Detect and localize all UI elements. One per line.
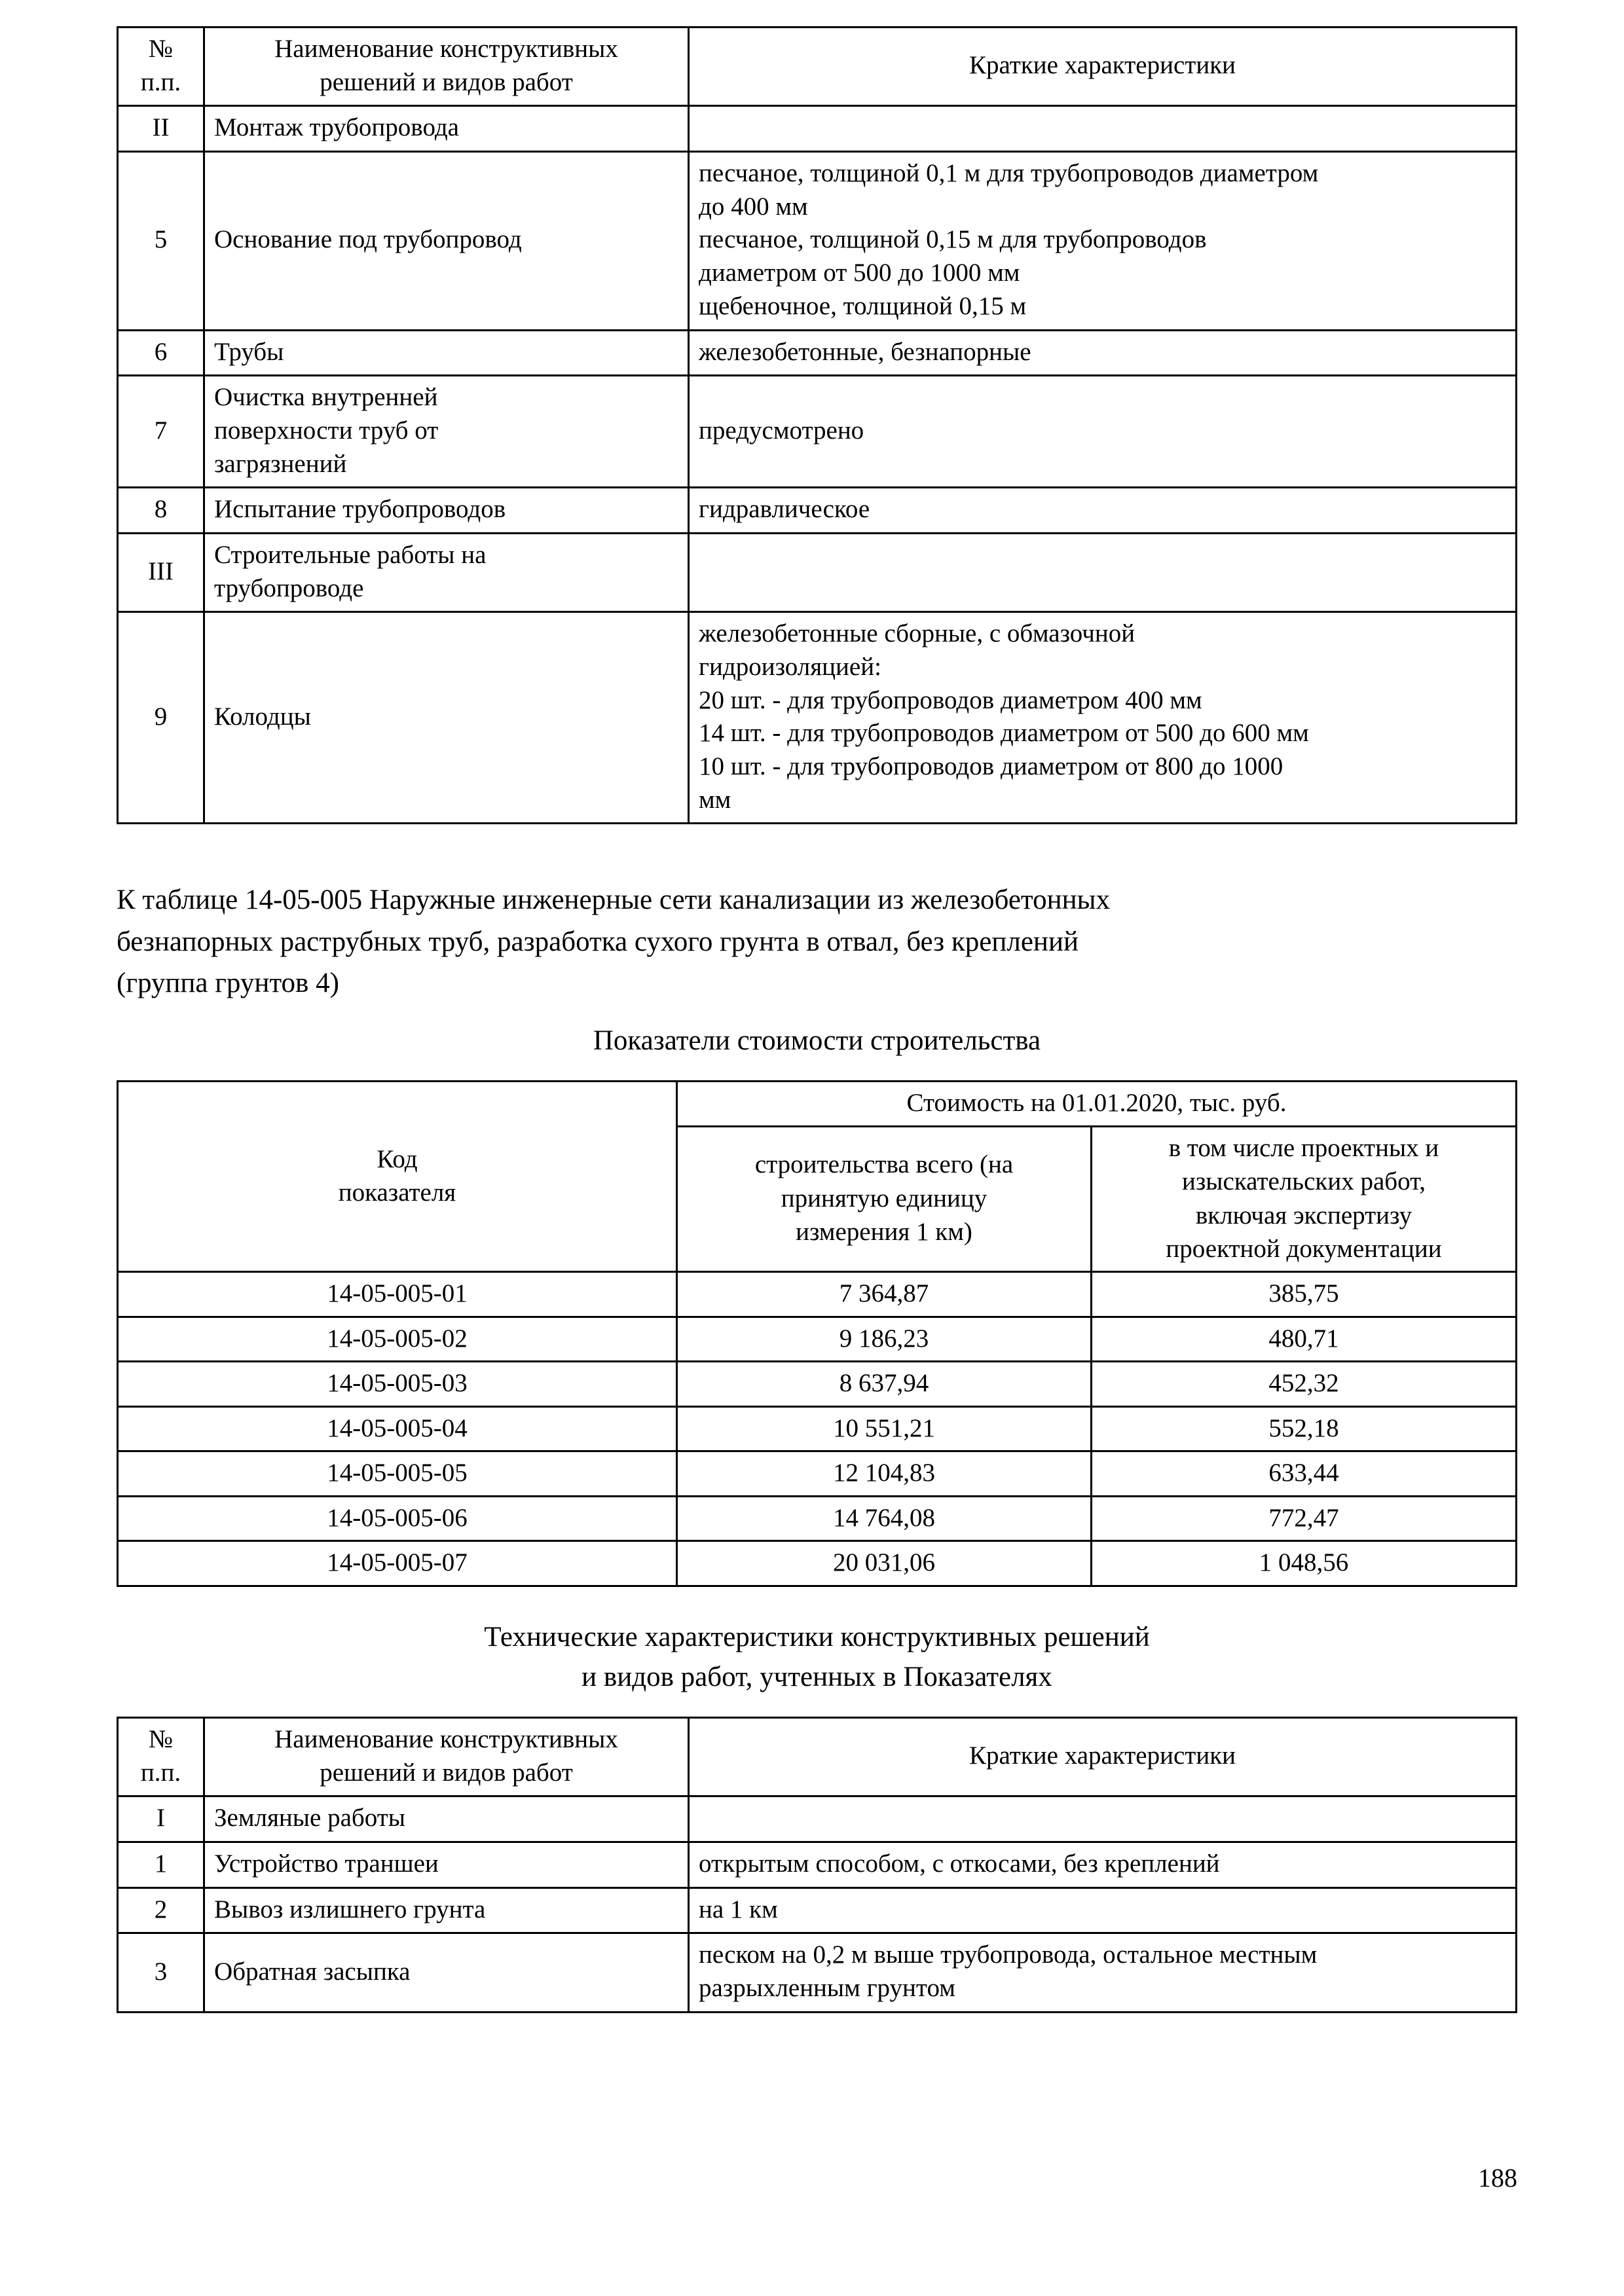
spacer-before-cost-caption (117, 1004, 1517, 1021)
header-name-line-2: решений и видов работ (320, 1758, 573, 1787)
cost-total: 14 764,08 (677, 1496, 1092, 1540)
row-number: III (118, 533, 204, 611)
tech-table-caption (117, 1617, 1517, 1697)
description-line: песком на 0,2 м выше трубопровода, остальное местным (699, 1941, 1318, 1969)
cost-total: 8 637,94 (677, 1362, 1092, 1406)
spacer-before-tech-table (117, 1697, 1517, 1717)
header-cell-description: Краткие характеристики (689, 27, 1517, 106)
table-header-row (118, 27, 1517, 106)
table-row (118, 1272, 1517, 1317)
tech-caption-line: Технические характеристики конструктивных решений (484, 1621, 1150, 1652)
intro-paragraph-line: К таблице 14-05-005 Наружные инженерные сети канализации из железобетонных (117, 884, 1111, 916)
description-line: мм (699, 785, 731, 814)
spacer-before-cost-table (117, 1061, 1517, 1080)
table-row (118, 1317, 1517, 1361)
row-number: 3 (118, 1933, 204, 2012)
table-row (118, 612, 1517, 824)
description-line: щебеночное, толщиной 0,15 м (699, 291, 1027, 320)
header-number-line-2: п.п. (140, 67, 181, 96)
cost-code: 14-05-005-07 (118, 1541, 677, 1586)
intro-paragraph-line: (группа грунтов 4) (117, 967, 339, 998)
cost-header-total (677, 1126, 1092, 1272)
header-name-line-1: Наименование конструктивных (274, 35, 618, 63)
tech-caption-line: и видов работ, учтенных в Показателях (581, 1661, 1052, 1692)
cost-total: 9 186,23 (677, 1317, 1092, 1361)
description-line: до 400 мм (699, 192, 808, 221)
cost-table-caption: Показатели стоимости строительства (593, 1025, 1041, 1057)
description-line: железобетонные сборные, с обмазочной (699, 619, 1135, 648)
row-name-line: поверхности труб от (214, 416, 439, 445)
row-number: 2 (118, 1887, 204, 1933)
description-line: 14 шт. - для трубопроводов диаметром от 500 до 600 мм (699, 719, 1309, 748)
technical-characteristics-table-bottom (117, 1717, 1517, 2013)
cost-header-design-line: проектной документации (1166, 1234, 1442, 1263)
table-row (118, 1796, 1517, 1842)
cost-design: 385,75 (1092, 1272, 1517, 1317)
row-description: на 1 км (689, 1887, 1517, 1933)
cost-header-design-line: в том числе проектных и (1168, 1133, 1439, 1162)
row-number: 8 (118, 488, 204, 534)
row-name-line: загрязнений (214, 449, 347, 478)
description-line: разрыхленным грунтом (699, 1973, 955, 2002)
table-row (118, 1541, 1517, 1586)
top-spacer (117, 0, 1517, 26)
cost-design: 633,44 (1092, 1451, 1517, 1496)
table-row (118, 376, 1517, 488)
header-cell-number (118, 27, 204, 106)
technical-characteristics-table-top (117, 26, 1517, 824)
cost-code: 14-05-005-03 (118, 1362, 677, 1406)
row-name (204, 376, 689, 488)
row-number: 5 (118, 152, 204, 330)
table-row (118, 1406, 1517, 1451)
table-row (118, 152, 1517, 330)
row-name: Основание под трубопровод (204, 152, 689, 330)
spacer-after-table-1 (117, 824, 1517, 850)
cost-code: 14-05-005-02 (118, 1317, 677, 1361)
cost-header-design-line: включая экспертизу (1195, 1201, 1412, 1230)
row-name: Монтаж трубопровода (204, 106, 689, 152)
description-line: гидроизоляцией: (699, 653, 881, 681)
table-row (118, 330, 1517, 376)
document-page (117, 0, 1517, 2296)
header-number-line-1: № (148, 1724, 174, 1753)
cost-design: 480,71 (1092, 1317, 1517, 1361)
cost-total: 12 104,83 (677, 1451, 1092, 1496)
table-row (118, 1842, 1517, 1887)
cost-code: 14-05-005-05 (118, 1451, 677, 1496)
table-row (118, 106, 1517, 152)
cost-header-design (1092, 1126, 1517, 1272)
cost-header-code (118, 1082, 677, 1272)
table-row (118, 488, 1517, 534)
table-row (118, 1496, 1517, 1540)
row-name-line: Строительные работы на (214, 540, 487, 569)
cost-header-total-line: принятую единицу (781, 1184, 987, 1212)
header-cell-description: Краткие характеристики (689, 1717, 1517, 1796)
row-name: Земляные работы (204, 1796, 689, 1842)
table-row (118, 1362, 1517, 1406)
row-description (689, 106, 1517, 152)
cost-total: 7 364,87 (677, 1272, 1092, 1317)
row-number: 6 (118, 330, 204, 376)
row-name: Устройство траншеи (204, 1842, 689, 1887)
header-number-line-1: № (148, 35, 174, 63)
header-number-line-2: п.п. (140, 1758, 181, 1787)
table-row (118, 1887, 1517, 1933)
header-name-line-1: Наименование конструктивных (274, 1724, 618, 1753)
row-name: Колодцы (204, 612, 689, 824)
row-description: предусмотрено (689, 376, 1517, 488)
row-description (689, 612, 1517, 824)
row-number: II (118, 106, 204, 152)
row-description (689, 533, 1517, 611)
row-number: 1 (118, 1842, 204, 1887)
row-name (204, 533, 689, 611)
cost-code: 14-05-005-04 (118, 1406, 677, 1451)
row-number: I (118, 1796, 204, 1842)
row-name: Обратная засыпка (204, 1933, 689, 2012)
cost-design: 452,32 (1092, 1362, 1517, 1406)
intro-paragraph (117, 879, 1517, 1004)
row-number: 7 (118, 376, 204, 488)
row-description (689, 1796, 1517, 1842)
cost-header-group-title: Стоимость на 01.01.2020, тыс. руб. (677, 1082, 1517, 1126)
cost-header-code-line-1: Код (377, 1144, 418, 1173)
row-name: Трубы (204, 330, 689, 376)
description-line: 20 шт. - для трубопроводов диаметром 400 мм (699, 685, 1202, 714)
cost-design: 1 048,56 (1092, 1541, 1517, 1586)
row-number: 9 (118, 612, 204, 824)
row-name: Испытание трубопроводов (204, 488, 689, 534)
row-description (689, 1933, 1517, 2012)
row-description (689, 152, 1517, 330)
header-cell-number (118, 1717, 204, 1796)
cost-design: 772,47 (1092, 1496, 1517, 1540)
table-row (118, 1933, 1517, 2012)
cost-total: 20 031,06 (677, 1541, 1092, 1586)
cost-code: 14-05-005-01 (118, 1272, 677, 1317)
cost-design: 552,18 (1092, 1406, 1517, 1451)
page-number: 188 (1478, 2163, 1517, 2193)
row-name: Вывоз излишнего грунта (204, 1887, 689, 1933)
table-row (118, 533, 1517, 611)
header-cell-name (204, 27, 689, 106)
row-name-line: Очистка внутренней (214, 383, 438, 412)
cost-header-total-line: строительства всего (на (754, 1150, 1014, 1179)
row-description: гидравлическое (689, 488, 1517, 534)
description-line: 10 шт. - для трубопроводов диаметром от 800 до 1000 (699, 752, 1283, 781)
cost-code: 14-05-005-06 (118, 1496, 677, 1540)
spacer-before-tech-caption (117, 1587, 1517, 1617)
row-description: железобетонные, безнапорные (689, 330, 1517, 376)
header-name-line-2: решений и видов работ (320, 67, 573, 96)
description-line: диаметром от 500 до 1000 мм (699, 259, 1020, 287)
table-row (118, 1451, 1517, 1496)
cost-header-group-row (118, 1082, 1517, 1126)
description-line: песчаное, толщиной 0,1 м для трубопроводов диаметром (699, 159, 1319, 188)
row-name-line: трубопроводе (214, 574, 364, 602)
table-header-row (118, 1717, 1517, 1796)
header-cell-name (204, 1717, 689, 1796)
intro-paragraph-line: безнапорных раструбных труб, разработка сухого грунта в отвал, без креплений (117, 926, 1079, 957)
cost-total: 10 551,21 (677, 1406, 1092, 1451)
cost-header-design-line: изыскательских работ, (1182, 1167, 1426, 1196)
row-description: открытым способом, с откосами, без креплений (689, 1842, 1517, 1887)
cost-header-total-line: измерения 1 км) (796, 1218, 972, 1247)
cost-header-code-line-2: показателя (338, 1178, 456, 1207)
description-line: песчаное, толщиной 0,15 м для трубопроводов (699, 225, 1207, 254)
cost-indicators-table (117, 1080, 1517, 1587)
